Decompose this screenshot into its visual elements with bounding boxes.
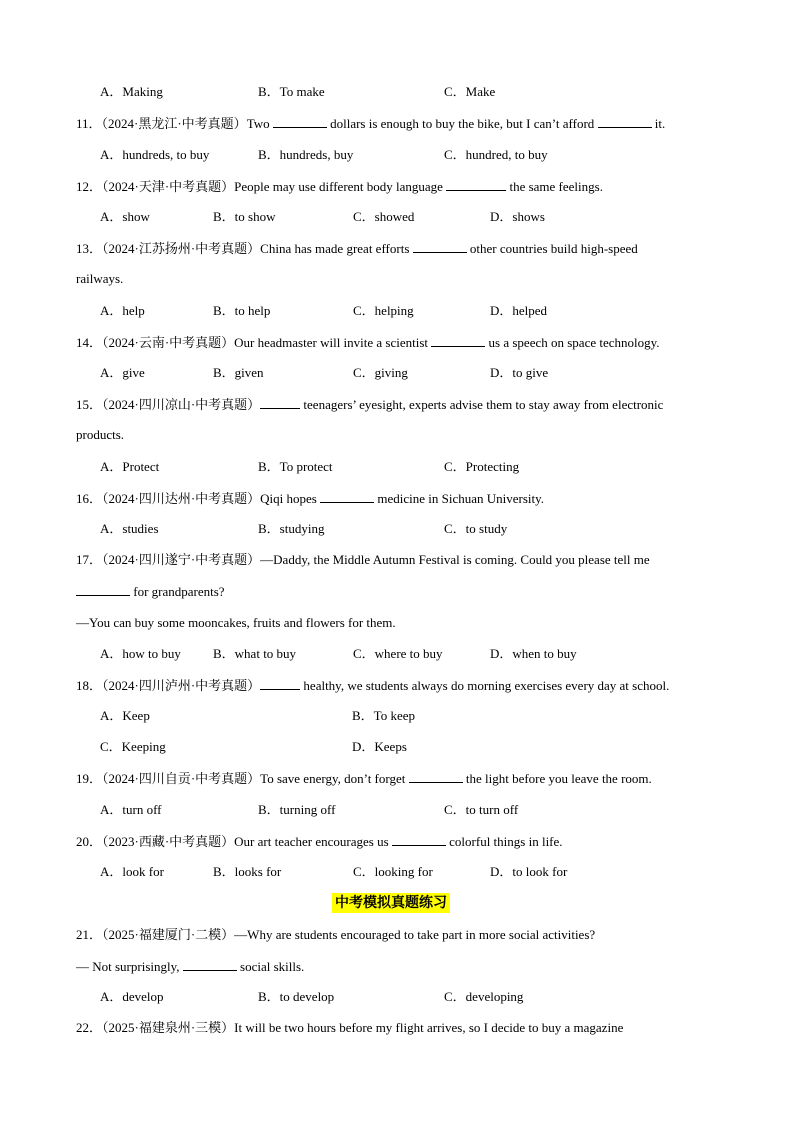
q16-option-c: C．to study — [444, 521, 508, 536]
q21-option-a: A．develop — [100, 989, 164, 1004]
answer-blank — [76, 583, 130, 596]
q13-option-c: C．helping — [353, 303, 414, 318]
q19-option-c: C．to turn off — [444, 802, 519, 817]
q22-label: 22．（2025·福建泉州·三模） — [76, 1020, 235, 1035]
q12-option-c: C．showed — [353, 209, 415, 224]
q21-answer-line: — Not surprisingly, social skills. — [76, 959, 305, 974]
q14-label: 14．（2024·云南·中考真题） — [76, 335, 235, 350]
q13-option-b: B．to help — [213, 303, 271, 318]
q18-stem: 18．（2024·四川泸州·中考真题） healthy, we students always do morning exercises every day at school. — [76, 678, 670, 693]
q18-option-d: D．Keeps — [352, 739, 407, 754]
q21-option-c: C．developing — [444, 989, 524, 1004]
q13-option-a: A．help — [100, 303, 145, 318]
q13-stem-continued: railways. — [76, 271, 124, 286]
q11-stem: 11．（2024·黑龙江·中考真题）Two dollars is enough to buy the bike, but I can’t afford it. — [76, 116, 666, 131]
q20-option-b: B．looks for — [213, 864, 282, 879]
q19-stem: 19．（2024·四川自贡·中考真题）To save energy, don’t forget the light before you leave the room. — [76, 771, 652, 786]
q14-stem: 14．（2024·云南·中考真题）Our headmaster will invite a scientist us a speech on space technology. — [76, 335, 660, 350]
q13-option-d: D．helped — [490, 303, 548, 318]
q15-option-b: B．To protect — [258, 459, 333, 474]
q14-option-c: C．giving — [353, 365, 408, 380]
q17-stem: 17．（2024·四川遂宁·中考真题）—Daddy, the Middle Autumn Festival is coming. Could you please tell me — [76, 552, 650, 567]
q16-label: 16．（2024·四川达州·中考真题） — [76, 491, 261, 506]
answer-blank — [183, 958, 237, 971]
q10-option-a: A．Making — [100, 84, 163, 99]
q15-stem: 15．（2024·四川凉山·中考真题） teenagers’ eyesight, experts advise them to stay away from electronic — [76, 397, 664, 412]
q11-option-a: A．hundreds, to buy — [100, 147, 210, 162]
q18-option-a: A．Keep — [100, 708, 150, 723]
q19-option-b: B．turning off — [258, 802, 336, 817]
q13-label: 13．（2024·江苏扬州·中考真题） — [76, 241, 261, 256]
q16-stem: 16．（2024·四川达州·中考真题）Qiqi hopes medicine in Sichuan University. — [76, 491, 545, 506]
q20-option-d: D．to look for — [490, 864, 568, 879]
q17-label: 17．（2024·四川遂宁·中考真题） — [76, 552, 261, 567]
q12-option-d: D．shows — [490, 209, 545, 224]
q18-label: 18．（2024·四川泸州·中考真题） — [76, 678, 261, 693]
q10-option-c: C．Make — [444, 84, 496, 99]
q19-option-a: A．turn off — [100, 802, 162, 817]
q17-option-c: C．where to buy — [353, 646, 443, 661]
q11-label: 11．（2024·黑龙江·中考真题） — [76, 116, 247, 131]
q15-option-c: C．Protecting — [444, 459, 520, 474]
q13-stem: 13．（2024·江苏扬州·中考真题）China has made great efforts other countries build high-speed — [76, 241, 638, 256]
answer-blank — [260, 396, 300, 409]
answer-blank — [413, 240, 467, 253]
q18-option-b: B．To keep — [352, 708, 415, 723]
q11-option-b: B．hundreds, buy — [258, 147, 354, 162]
q20-stem: 20．（2023·西藏·中考真题）Our art teacher encourages us colorful things in life. — [76, 834, 563, 849]
q16-option-b: B．studying — [258, 521, 325, 536]
answer-blank — [273, 115, 327, 128]
q15-stem-continued: products. — [76, 427, 125, 442]
answer-blank — [260, 677, 300, 690]
answer-blank — [598, 115, 652, 128]
answer-blank — [446, 178, 506, 191]
q17-option-a: A．how to buy — [100, 646, 181, 661]
q17-stem-continued: for grandparents? — [76, 583, 225, 600]
q21-option-b: B．to develop — [258, 989, 335, 1004]
q12-label: 12．（2024·天津·中考真题） — [76, 179, 235, 194]
q20-option-c: C．looking for — [353, 864, 433, 879]
q18-option-c: C．Keeping — [100, 739, 166, 754]
q17-option-b: B．what to buy — [213, 646, 297, 661]
q21-stem: 21．（2025·福建厦门·二模）—Why are students encouraged to take part in more social activities? — [76, 927, 596, 942]
section-heading: 中考模拟真题练习 — [332, 893, 450, 913]
q12-option-a: A．show — [100, 209, 150, 224]
q15-option-a: A．Protect — [100, 459, 160, 474]
q12-option-b: B．to show — [213, 209, 276, 224]
q11-option-c: C．hundred, to buy — [444, 147, 548, 162]
q15-label: 15．（2024·四川凉山·中考真题） — [76, 397, 261, 412]
answer-blank — [320, 490, 374, 503]
q21-label: 21．（2025·福建厦门·二模） — [76, 927, 235, 942]
q14-option-b: B．given — [213, 365, 264, 380]
q17-answer-line: —You can buy some mooncakes, fruits and flowers for them. — [76, 615, 396, 630]
answer-blank — [431, 334, 485, 347]
q14-option-a: A．give — [100, 365, 145, 380]
q20-option-a: A．look for — [100, 864, 164, 879]
q14-option-d: D．to give — [490, 365, 549, 380]
q16-option-a: A．studies — [100, 521, 159, 536]
answer-blank — [392, 833, 446, 846]
q20-label: 20．（2023·西藏·中考真题） — [76, 834, 235, 849]
answer-blank — [409, 770, 463, 783]
q22-stem: 22．（2025·福建泉州·三模）It will be two hours before my flight arrives, so I decide to buy a magazine — [76, 1020, 624, 1035]
q17-option-d: D．when to buy — [490, 646, 577, 661]
q12-stem: 12．（2024·天津·中考真题）People may use different body language the same feelings. — [76, 179, 603, 194]
q10-option-b: B．To make — [258, 84, 325, 99]
q19-label: 19．（2024·四川自贡·中考真题） — [76, 771, 261, 786]
